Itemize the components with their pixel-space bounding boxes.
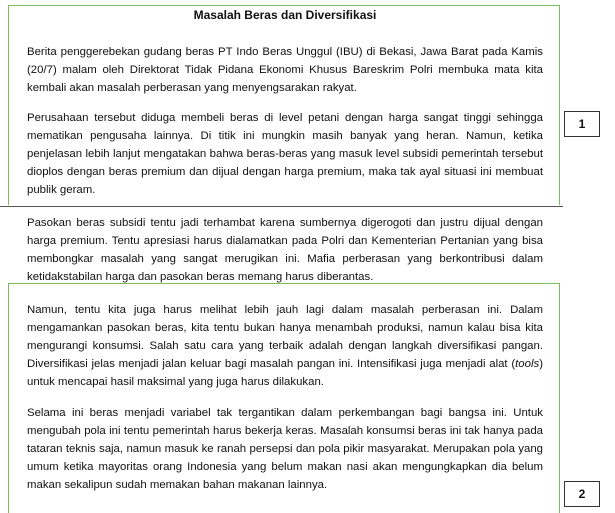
- middle-paragraph: Pasokan beras subsidi tentu jadi terhambat karena sumbernya digerogoti dan justru dijual dengan harga premium. Tentu apresiasi harus dialamatkan pada Polri dan Kementerian Pertanian yang bisa membongkar masalah yang sangat merugikan ini. Mafia perberasan yang berkontribusi dalam ketidakstabilan harga dan pasokan beras memang harus diberantas.: [27, 217, 543, 283]
- section1-paragraph-1: Berita penggerebekan gudang beras PT Indo Beras Unggul (IBU) di Bekasi, Jawa Barat pada Kamis (20/7) malam oleh Direktorat Tidak Pidana Ekonomi Khusus Bareskrim Polri membuka mata kita kembali akan masalah perberasan yang menyengsarakan rakyat.: [27, 46, 543, 94]
- section-number-badge-2: 2: [564, 481, 600, 507]
- section2-paragraph-1-text-a: Namun, tentu kita juga harus melihat lebih jauh lagi dalam masalah perberasan ini. Dalam mengamankan pasokan beras, kita tentu bukan hanya menambah produksi, namun kalau bisa kita mengurangi konsumsi. Salah satu cara yang terbaik adalah dengan langkah diversifikasi pangan. Diversifikasi jelas menjadi jalan keluar bagi masalah pangan ini. Intensifikasi juga menjadi alat (: [27, 304, 543, 370]
- section-number-badge-1: 1: [564, 111, 600, 137]
- section1-paragraph-2: Perusahaan tersebut diduga membeli beras di level petani dengan harga sangat tinggi sehingga mematikan pengusaha lainnya. Di titik ini mungkin masih banyak yang heran. Namun, ketika penjelasan lebih lanjut mengatakan bahwa beras-beras yang masuk level subsidi pemerintah tersebut dioplos dengan beras premium dan dijual dengan harga premium, maka tak ayal situasi ini membuat publik geram.: [27, 112, 543, 196]
- section2-paragraph-1: [27, 301, 543, 391]
- box2-left-border: [8, 283, 9, 513]
- box1-left-border: [8, 5, 9, 205]
- section-separator: [0, 206, 563, 207]
- section2-paragraph-1-text-b: ) untuk mencapai hasil maksimal yang juga harus dilakukan.: [27, 358, 543, 388]
- box1-right-border: [559, 5, 560, 205]
- section2-paragraph-2: Selama ini beras menjadi variabel tak tergantikan dalam perkembangan bagi bangsa ini. Untuk mengubah pola ini tentu pemerintah harus bekerja keras. Masalah konsumsi beras ini tak hanya pada tataran teknis saja, namun masuk ke ranah persepsi dan pola pikir masyarakat. Merupakan pola yang umum ketika mayoritas orang Indonesia yang belum makan nasi akan mengungkapkan dia belum makan sekalipun sudah memakan bahan makanan lainnya.: [27, 407, 543, 491]
- box2-right-border: [559, 283, 560, 513]
- tools-italic-term: tools: [515, 358, 540, 370]
- document-title: Masalah Beras dan Diversifikasi: [193, 8, 377, 22]
- box1-top-border: [8, 5, 560, 6]
